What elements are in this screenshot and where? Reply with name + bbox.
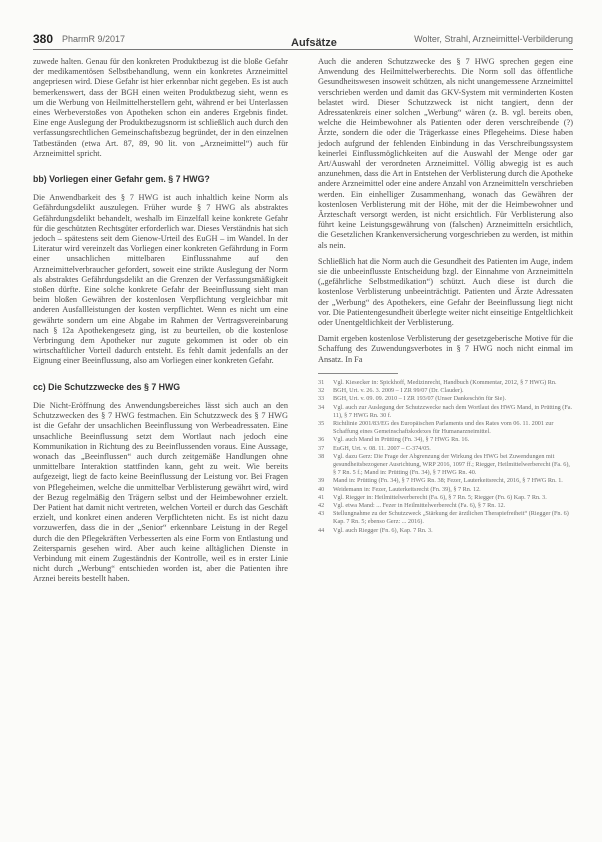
footnote-text: Weidemann in: Fezer, Lauterkeitsrecht (Fn. 39), § 7 Rn. 12. (333, 485, 481, 493)
footnote (318, 420, 573, 436)
footnote (318, 453, 573, 478)
footnote (318, 445, 573, 453)
page-header (33, 28, 573, 50)
footnotes (318, 379, 573, 535)
section-title: Aufsätze (291, 37, 337, 49)
footnote-number: 38 (318, 452, 325, 460)
left-column (33, 57, 288, 585)
heading-bb: bb) Vorliegen einer Gefahr gem. § 7 HWG? (33, 174, 210, 185)
footnote (318, 379, 573, 387)
footnote (318, 404, 573, 420)
footnote-number: 36 (318, 436, 325, 444)
footnote (318, 387, 573, 395)
footnote (318, 502, 573, 510)
footnote-number: 35 (318, 419, 325, 427)
footnote-rule (318, 373, 398, 374)
footnote-text: BGH, Urt. v. 26. 3. 2009 – I ZR 99/07 (Dr. Clauder). (333, 387, 464, 395)
footnote-text: Vgl. Riegger in: Heilmittelwerberecht (Fa. 6), § 7 Rn. 5; Riegger (Fn. 6) Kap. 7 Rn. 3. (333, 493, 547, 501)
footnote-number: 31 (318, 378, 325, 386)
footnote (318, 510, 573, 526)
paragraph-right-1: Auch die anderen Schutzzwecke des § 7 HWG sprechen gegen eine Anwendung des Heilmittelwerberechts. Die Norm soll das öffentliche Gesundheitswesen insoweit schützen, als nicht unangemessene Arzneimittel verschrieben werden und damit das GKV-System mit verminderten Kosten belastet wird. Dieser Schutzzweck ist nicht tangiert, denn der Adressatenkreis einer solchen „Werbung“ wären (z. B. vgl. bereits oben, welche die Heimbewohner als Patienten oder deren verschreibende (?) Ärzte, sondern die oder die Trägerkasse eines Pflegeheims. Diese haben jedoch aufgrund der fehlenden Einbindung in das Verschreibungssystem keinerlei Einflussmöglichkeiten auf die Auswahl der Menge oder gar Art/Auswahl der verordneten Arzneimittel. Völlig abwegig ist es auch anzunehmen, dass die Art in Entstehen der Verblisterung durch die Apotheke andere Arzneimittel oder eine andere Anzahl von Arzneimitteln verschrieben werden. Ein einhelliger Zusammenhang, wonach das Gewähren der kostenlosen Verblisterung mit der Höhe, mit der die Heimbewohner und Ärzteschaft versorgt werden, ist nicht ersichtlich. Für Verblisterung also führt keine Leistungsgewährung von (falschen) Arzneimitteln ersichtlich, die Gesetzlichen Krankenversicherung vorgeschrieben zu werden, ist mithin als nein. (318, 57, 573, 250)
footnote-number: 39 (318, 477, 325, 485)
paragraph-cc: Die Nicht-Eröffnung des Anwendungsbereiches lässt sich auch an den Schutzzwecken des § 7 HWG festmachen. Ein Schutzzweck des § 7 HWG ist die Gefahr der unsachlichen Beeinflussung von Werbeadressaten. Eine unsachliche Beeinflussung setzt dem Wortlaut nach jedoch eine Kommunikation in Richtung des zu Beeinflussenden voraus. Eine Aussage, wonach das „Beeinflussen“ auch durch zeitgemäße Handlungen ohne unmittelbare Interaktion stattfinden kann, geht zu weit. Wie bereits aufgezeigt, liegt de facto keine Beeinflussung der Leistung vor. Bei Fragen von Pflegeheimen, welche die unmittelbar Verblisterung gewährt wird, wird der Bezug regelmäßig den Trägern selbst und der Heimbewohner erzielt. Der Patient hat damit nicht vertreten, welchen Vorteil er durch das Geschäft erzielt, und konkret einen anderen Verpflichteten nicht. Es ist nicht dazu vorzuwerfen, dass die in der „Senior“ erkennbare Leistung in der Regel durch die den Pflegekräften Verbesserten als eine Form von Entlastung und Zeitersparnis gesehen wird. Aber auch keine alltäglichen Dienste in Verbindung mit einem Zugeständnis der Kontrolle, weil es in erster Linie nicht durch „Werbung“ entschieden worden ist, aber die Patienten ihre Arznei bereits bestellt haben. (33, 400, 288, 584)
footnote-number: 43 (318, 510, 325, 518)
footnote (318, 486, 573, 494)
footnote-number: 34 (318, 403, 325, 411)
footnote (318, 436, 573, 444)
paragraph-intro: zuwede halten. Genau für den konkreten Produktbezug ist die bloße Gefahr der medikamentösen Selbstbehandlung, wenn ein konkretes Arzneimittel angepriesen wird. Diese Gefahr ist hier erkennbar nicht gegeben. Es ist auch bemerkenswert, dass der BGH einen weiten Produktbezug sieht, wenn es um die Werbung von Heilmittelherstellern geht, während er bei Unterlassen eines Werbeverstoßes von Apotheken schon ein anderes Ergebnis findet. Eine enge Auslegung der Produktbezugsnorm ist schließlich auch durch den verfassungsrechtlichen Gemeinschaftsbezug begründet, der in den einzelnen Tatbeständen (etwa Art. 87, 89, 90 lit. von „Arzneimittel“) auch für Arzneimittel spricht. (33, 57, 288, 158)
footnote-text: Mand in: Prütting (Fn. 34), § 7 HWG Rn. 38; Fezer, Lauterkeitsrecht, 2016, § 7 HWG Rn. 1. (333, 477, 563, 485)
footnote-number: 41 (318, 493, 325, 501)
footnote-text: Vgl. auch Riegger (Fn. 6), Kap. 7 Rn. 3. (333, 526, 433, 534)
heading-cc: cc) Die Schutzzwecke des § 7 HWG (33, 381, 181, 392)
running-authors: Wolter, Strahl, Arzneimittel-Verbilderung (414, 34, 573, 44)
footnote-number: 37 (318, 444, 325, 452)
footnote-number: 33 (318, 395, 325, 403)
footnote-text: Vgl. auch zur Auslegung der Schutzzwecke nach dem Wortlaut des HWG Mand, in Prütting (Fa. 11), § 7 HWG Rn. 30 f. (333, 403, 573, 419)
footnote-text: EuGH, Urt. v. 08. 11. 2007 – C-374/05. (333, 444, 431, 452)
footnote-number: 40 (318, 485, 325, 493)
page-number: 380 (33, 32, 54, 46)
right-column (318, 57, 573, 535)
header-rule (33, 49, 573, 50)
footnote-number: 44 (318, 526, 325, 534)
paragraph-bb: Die Anwendbarkeit des § 7 HWG ist auch inhaltlich keine Norm als Gefährdungsdelikt auszulegen. Früher wurde § 7 HWG als abstraktes Gefährdungsdelikt behandelt, weshalb im Einzelfall keine konkrete Gefahr für die geschützten Rechtsgüter erforderlich war. Dieses Verständnis hat sich jedoch – spätestens seit dem Gienow-Urteil des EuGH – im Wandel. In der Literatur wird vereinzelt das Vorliegen einer konkreten Gefährdung in Form einer unsachlichen mittelbaren Einflussnahme auf den Arzneimittelverbraucher gefordert, soweit eine strikte Auslegung der Norm als abstraktes Gefährdungsdelikt an die Grenzen der Verfassungsmäßigkeit stoßen dürfte. Eine solche konkrete Gefahr der Beeinflussung sieht man beim bloßen Gewähren der kostenlosen Verpflichtung vergleichbar mit anderen Ausfallleistungen der kosten verpflichtet. Wenn es nicht um eine gewährte sondern um eine Abgabe im Rahmen der Vertragsvereinbarung nach § 12a Apothekengesetz ging, ist zu beurteilen, ob die kostenlose Verbringung dem Apotheker nur zugute gekommen ist oder ob ein wirtschaftlicher Vorteil dadurch entsteht. Es fehlt damit jedenfalls an der Eignung einer Beeinflussung, also am Vorliegen einer konkreten Gefahr. (33, 193, 288, 366)
footnote-text: BGH, Urt. v. 09. 09. 2010 – I ZR 193/07 (Unser Dankeschön für Sie). (333, 395, 506, 403)
footnote-text: Vgl. Kiesecker in: Spickhoff, Medizinrecht, Handbuch (Kommentar, 2012, § 7 HWG) Rn. (333, 378, 557, 386)
footnote (318, 477, 573, 485)
footnote-text: Vgl. dazu Gerz: Die Frage der Abgrenzung der Wirkung des HWG bei Zuwendungen mit gesundheitsbezogener Ausrichtung, WRP 2016, 1097 ff.; Riegger, Heilmittelwerberecht (Fa. 6), § 7 Rn. 5 f.; Mand in: Prütting (Fn. 34), § 7 HWG Rn. 40. (333, 452, 570, 477)
paragraph-right-3: Damit ergeben kostenlose Verblisterung der gesetzgeberische Motive für die Schaffung des Zuwendungsverbotes in § 7 HWG noch nicht einmal im Ansatz. In Fa (318, 334, 573, 364)
footnote-number: 32 (318, 387, 325, 395)
footnote (318, 395, 573, 403)
footnote-text: Stellungnahme zu der Schutzzweck „Stärkung der ärztlichen Therapiefreiheit“ (Riegger (Fn. 6) Kap. 7 Rn. 5; ebenso Gerz: ... 2016). (333, 510, 569, 526)
footnote-text: Richtlinie 2001/83/EG des Europäischen Parlaments und des Rates vom 06. 11. 2001 zur Schaffung eines Gemeinschaftskodexes für Humanarzneimittel. (333, 419, 554, 436)
footnote-text: Vgl. auch Mand in Prütting (Fn. 34), § 7 HWG Rn. 16. (333, 436, 470, 444)
paragraph-right-2: Schließlich hat die Norm auch die Gesundheit des Patienten im Auge, indem sie die unbeeinflusste Entscheidung bzgl. der Einnahme von Arzneimitteln („gefährliche Selbstmedikation“) schützt. Auch diese ist durch die kostenlose Verblisterung unbeeinträchtigt. Patienten und Ärzte Adressaten der „Werbung“ des Apothekers, eine Gefahr der Beeinflussung liegt nicht vor. Die Patientengesundheit überlegte weiter nicht einseitige Entgeltlichkeit oder Unentgeltlichkeit der Verblisterung. (318, 256, 573, 328)
footnote-number: 42 (318, 501, 325, 509)
journal-reference: PharmR 9/2017 (62, 34, 126, 44)
footnote (318, 527, 573, 535)
footnote (318, 494, 573, 502)
footnote-text: Vgl. etwa Mand: ... Fezer in Heilmittelwerberecht (Fa. 6), § 7 Rn. 12. (333, 501, 506, 509)
